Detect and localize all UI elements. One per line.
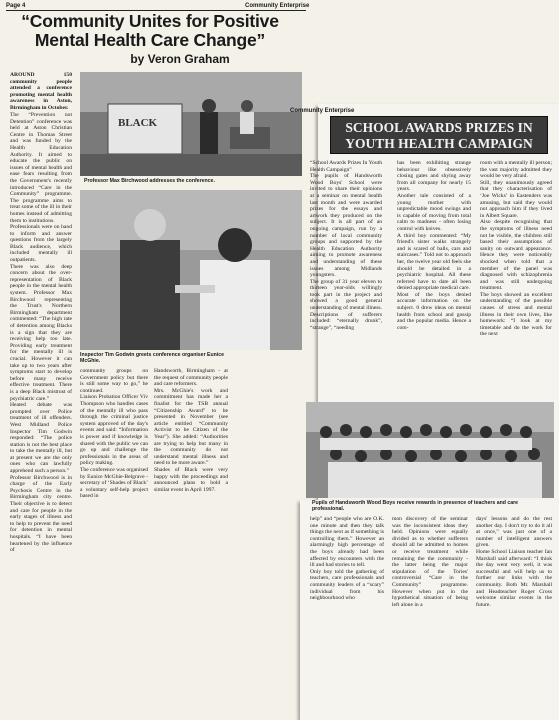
page-number: Page 4 — [6, 3, 26, 9]
conference-photo-caption: Professor Max Birchwood addresses the conference. — [84, 178, 215, 184]
banner-lettering: BLACK — [118, 117, 158, 129]
pupils-photo-caption: Pupils of Handsworth Wood Boys receive rewards in presence of teachers and care professional. — [312, 500, 519, 512]
publication-name: Community Enterprise — [245, 3, 310, 9]
article-column-3: Handsworth, Birmingham - at the request of community people and care reformers. Mrs. McGhie's work and commitment has made her a finalist for the TSB annual “Citizenship Award” to be presented in November (see article entitled “Community Activist to be Citizen of the Year”). She added: “Authorities are trying to help but many in the community do not understand mental illness and need to be more aware.” Shades of Black were very happy with the proceedings and announced plans to hold a similar event in April 1997. — [154, 368, 228, 493]
school-column-2: has been exhibiting strange behaviour like obsessively closing gates and shying away from all company for nearly 15 years. Another tale consisted of a young mother with unpredictable mood swings and is capable of moving from total calm to madness - often losing control with knives. A third boy commented: “My friend's sister walks strangely and is scared of balls, cars and staircases.” Told not to approach her, the twelve year old feels she should be detailed in a psychiatric hospital. All these referred have to date all been denied appropriate medical care. Most of the boys denied accurate information on the subject. 0 drew ideas on mental health from school and gossip and the popular media. Hence a com- — [397, 160, 471, 331]
article-lead: AROUND 150 community people attended a conference promoting mental health awareness in Aston, Birmingham in October. — [10, 72, 72, 111]
school-column-3: room with a mentally ill person; the vast majority admitted they would be very afraid. Still, they unanimously agreed that they characterisation of ‘Joe Wicks’ in Eastenders was amusing, but said they would not approach him if they lived in Albert Square. Also despite recognising that the symptoms of illness need not be visible, the children still based their assumptions of sanity on outward appearance. Hence they were noticeably shocked when told that a member of the panel was diagnosed with schizophrenia and was still undergoing treatment. The boys showed an excellent understanding of the possible causes of stress and mental illness in their own lives, like homework: “I look at my timetable and do the work for the next — [480, 160, 552, 338]
conference-photo — [80, 72, 302, 176]
handshake-photo — [80, 190, 302, 350]
pupils-group-photo — [306, 402, 554, 498]
school-bottom-column-3: days' lessons and do the rest another day. I don't try to do it all at once,” was just one of a number of intelligent answers given. Home School Liaison teacher Ian Marshall said afterward: “I think the day went very well, it was successful and will help us to further our links with the community. Both Mr. Marshall and Headteacher Roger Cross welcome similar events in the future. — [476, 516, 552, 608]
article-byline: by Veron Graham — [130, 52, 230, 66]
school-column-1: “School Awards Prizes In Youth Health Campaign” The pupils of Handsworth Wood Boys' School were invited to share their opinions at a seminar on mental health last month and were awarded prizes for the essays and artwork they produced on the subject. It is all part of an ongoing campaign, run by a number of local community groups and supported by the Health Education Authority aiming to promote awareness and understanding of these issues among Midlands youngsters. The group of 31 year eleven to thirteen year-olds willingly took part in the project and showed a good general understanding of mental illness. Descriptions of sufferers included: “eternally drunk”, “strange”, “needing — [310, 160, 382, 331]
school-bottom-column-1: help” and “people who are O.K. one minute and then they talk things the next as if something is controlling them.” However an alarmingly high percentage of the boys already had been affected by encounters with the ill and had stories to tell. Only boy told the gathering of teachers, care professionals and community leaders of a “scary” individual from his neighbourhood who — [310, 516, 384, 602]
school-awards-headline: SCHOOL AWARDS PRIZES IN YOUTH HEALTH CAMPAIGN — [330, 116, 548, 154]
article-column-1: The “Prevention not Detention” conference was held at Aston Christian Centre in Thomas Street and was funded by the Health Education Authority. It aimed to educate the public on issues of mental health and ease fears resulting from the Government's recently introduced “Care in the Community” programme. The programme aims to treat some of the ill in their homes instead of admitting them to institutions. Professionals were on hand to inform and answer questions from the largely Black audience, which included mentally ill outpatients. There was also deep concern about the over-representation of Black people in the mental health system. Professor Max Birchwood representing the Trust's Northern Birmingham department commented: “The high rate of detention among Blacks is a sign that they are receiving help too late. Providing early treatment for the mentally ill is crucial. However it can take up to two years after symptoms start to develop before many receive effective treatment. There is a deep Black mistrust of psychiatric care.” Heated debate was prompted over Police treatment of ill offenders. West Midland Police Inspector Tim Godwin responded: “The police station is not the best place to take the mentally ill, but at present we are the only ones who can lawfully apprehend such a person.” Professor Birchwood is in charge of the Early Psychosis Centre in the Birmingham city centre. Their objective is to detect and care for people in the early stages of illness and to help to prevent the need for detention in mental hospitals. “I have been heartened by the influence of — [10, 112, 72, 554]
article-column-2: community groups on Government policy but there is still some way to go,” he continued. Liaison Probation Officer Viv Thompson who handles cases of the mentally ill who pass through the criminal justice system approved of the day's events and said: “Information is power and if knowledge is shared with the public we can go up and challenge the professionals in the areas of policy making. The conference was organised by Eunice McGhie-Belgrave - secretary of ‘Shades of Black’ a voluntary self-help project based in — [80, 368, 148, 500]
publication-name-right: Community Enterprise — [290, 108, 355, 114]
school-bottom-column-2: mon discovery of the seminar was the inconsistent ideas they held. Opinions were equally divided as to whether sufferers should all be admitted to homes or receive treatment while remaining the the community - the latter being the major stipulation of the Tories' controversial “Care in the Community” programme. However when put in the hypothetical situation of being left alone in a — [392, 516, 468, 608]
handshake-photo-caption: Inspector Tim Godwin greets conference organiser Eunice McGhie. — [80, 352, 225, 364]
article-headline: “Community Unites for Positive Mental Health Care Change” — [21, 11, 279, 50]
